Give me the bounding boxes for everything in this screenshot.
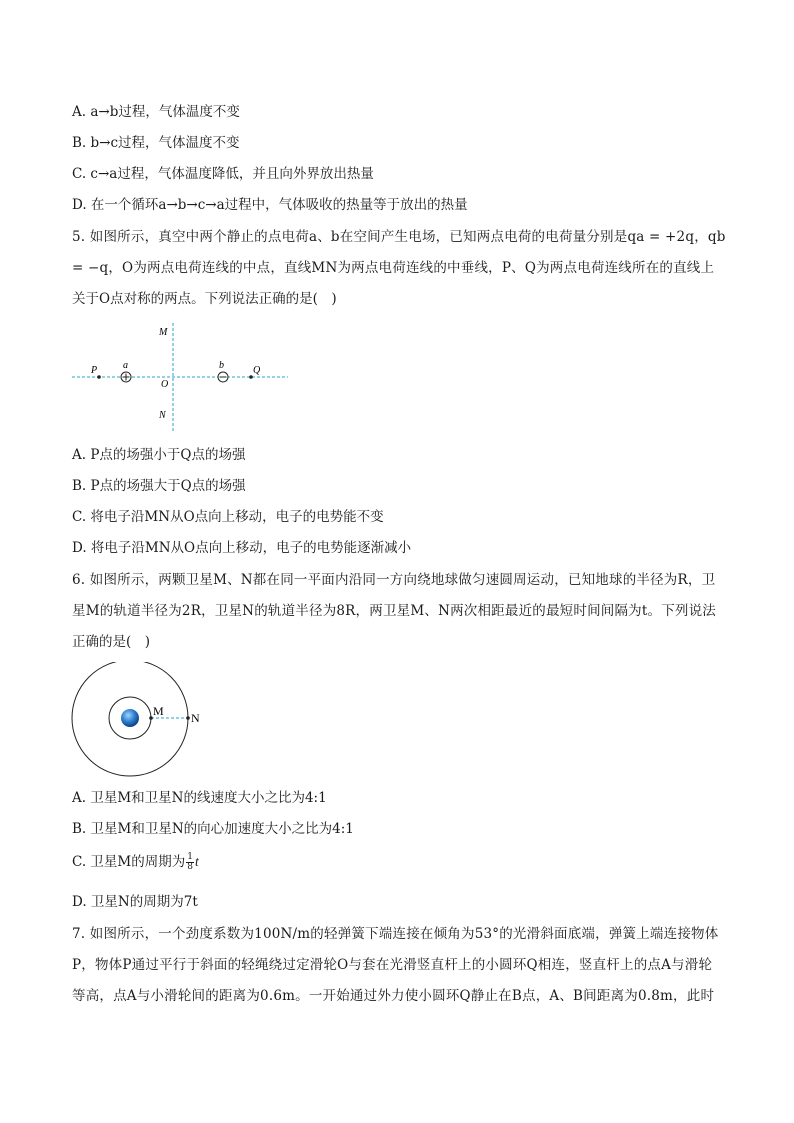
q5-option-b: B. P点的场强大于Q点的场强 — [72, 478, 246, 494]
label-o: O — [161, 379, 169, 390]
q6-option-c — [72, 853, 199, 872]
label-n: N — [191, 711, 200, 725]
q4-option-d: D. 在一个循环a→b→c→a过程中，气体吸收的热量等于放出的热量 — [72, 197, 468, 213]
q6-stem-line3: 正确的是( ) — [72, 634, 151, 650]
q6-option-d: D. 卫星N的周期为7t — [72, 894, 198, 910]
q5-option-c: C. 将电子沿MN从O点向上移动，电子的电势能不变 — [72, 509, 384, 525]
q5-charge-figure — [70, 320, 295, 435]
q6-option-a: A. 卫星M和卫星N的线速度大小之比为4:1 — [72, 790, 327, 806]
fraction-denominator: 8 — [187, 862, 193, 872]
point-p — [97, 375, 101, 379]
earth-icon — [121, 709, 139, 727]
q7-stem-line3: 等高，点A与小滑轮间的距离为0.6m。一开始通过外力使小圆环Q静止在B点，A、B间距离为0.8m，此时 — [72, 988, 715, 1004]
fraction — [186, 853, 194, 872]
q7-stem-line2: P，物体P通过平行于斜面的轻绳绕过定滑轮O与套在光滑竖直杆上的小圆环Q相连，竖直杆上的点A与滑轮 — [72, 957, 713, 973]
label-a: a — [123, 360, 128, 371]
label-p: P — [91, 365, 98, 376]
label-n: N — [159, 410, 166, 421]
q5-option-d: D. 将电子沿MN从O点向上移动，电子的电势能逐渐减小 — [72, 540, 412, 556]
q5-stem-line3: 关于O点对称的两点。下列说法正确的是( ) — [72, 291, 337, 307]
q5-option-a: A. P点的场强小于Q点的场强 — [72, 447, 246, 463]
q6-stem-line1: 6. 如图所示，两颗卫星M、N都在同一平面内沿同一方向绕地球做匀速圆周运动，已知地球的半径为R，卫 — [72, 572, 716, 588]
label-m: M — [159, 327, 168, 338]
q6-option-c-prefix: C. 卫星M的周期为 — [72, 854, 186, 870]
q6-stem-line2: 星M的轨道半径为2R，卫星N的轨道半径为8R，两卫星M、N两次相距最近的最短时间间隔为t。下列说法 — [72, 603, 717, 619]
q6-option-b: B. 卫星M和卫星N的向心加速度大小之比为4:1 — [72, 821, 354, 837]
fraction-numerator: 1 — [187, 852, 193, 862]
satellite-n — [186, 716, 190, 720]
q5-stem-line2: = −q，O为两点电荷连线的中点，直线MN为两点电荷连线的中垂线，P、Q为两点电荷连线所在的直线上 — [72, 260, 715, 276]
q6-orbit-figure — [68, 662, 218, 777]
q5-stem-line1: 5. 如图所示，真空中两个静止的点电荷a、b在空间产生电场，已知两点电荷的电荷量分别是qa = +2q，qb — [72, 229, 726, 245]
q4-option-c: C. c→a过程，气体温度降低，并且向外界放出热量 — [72, 166, 374, 182]
label-q: Q — [253, 365, 261, 376]
q4-option-a: A. a→b过程，气体温度不变 — [72, 104, 240, 120]
q4-option-b: B. b→c过程，气体温度不变 — [72, 135, 240, 151]
q6-option-c-suffix: t — [195, 854, 199, 869]
q7-stem-line1: 7. 如图所示，一个劲度系数为100N/m的轻弹簧下端连接在倾角为53°的光滑斜面底端，弹簧上端连接物体 — [72, 926, 719, 942]
label-m: M — [153, 704, 164, 718]
label-b: b — [219, 360, 224, 371]
